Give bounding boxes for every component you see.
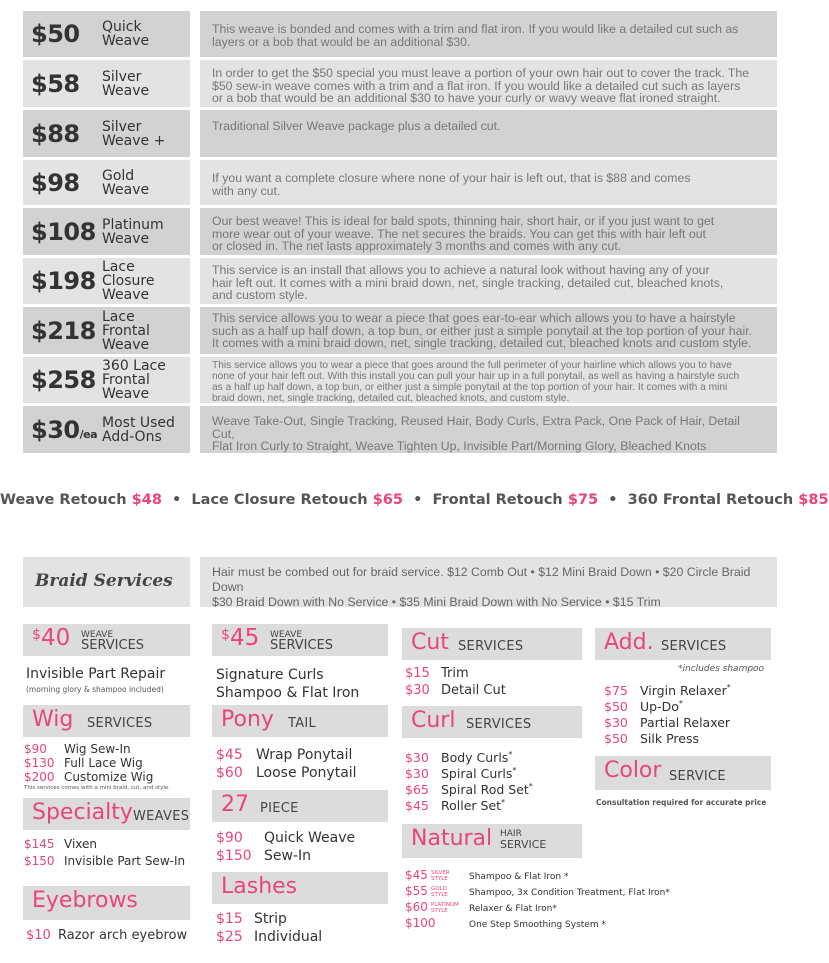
list-item: $45 Wrap Ponytail xyxy=(216,747,353,763)
weave-name: Silver Weave + xyxy=(102,118,166,149)
weave-row xyxy=(23,307,777,354)
list-item: $25 Individual xyxy=(216,929,323,945)
lashes-header: Lashes xyxy=(212,872,388,904)
weave-description: This weave is bonded and comes with a trim and flat iron. If you would like a detailed cut such as layers or a bob that would be an additional $30. xyxy=(212,22,739,49)
natural-hair-header: Natural HAIR SERVICE xyxy=(402,824,582,858)
list-item: $75 Virgin Relaxer* xyxy=(604,683,731,698)
list-item: $60 Loose Ponytail xyxy=(216,765,357,781)
weave-name: Silver Weave xyxy=(102,68,150,99)
specialty-weaves-header: Specialty WEAVES xyxy=(23,798,190,830)
list-item: $60 PLATINUM STYLE Relaxer & Flat Iron* xyxy=(405,900,557,914)
list-item: $30 Partial Relaxer xyxy=(604,715,731,730)
list-item: $90 Wig Sew-In xyxy=(24,742,131,756)
color-service-note: Consultation required for accurate price xyxy=(596,798,767,807)
weave-row xyxy=(23,11,777,57)
weave-name: 360 Lace Frontal Weave xyxy=(102,358,166,402)
weave-45-header: $ 45 WEAVE SERVICES xyxy=(212,624,388,656)
list-item: $130 Full Lace Wig xyxy=(24,756,143,770)
weave-price: $108 xyxy=(31,217,96,246)
pony-tail-header: Pony TAIL xyxy=(212,705,388,737)
braid-services-header xyxy=(23,557,190,607)
list-item: $145 Vixen xyxy=(24,837,97,851)
weave-row xyxy=(23,160,777,205)
weave-40-note: (morning glory & shampoo included) xyxy=(26,685,164,694)
list-item: $45 SILVER STYLE Shampoo & Flat Iron * xyxy=(405,868,569,882)
weave-name: Most Used Add-Ons xyxy=(102,414,175,445)
weave-price: $98 xyxy=(31,168,80,197)
list-item: $50 Silk Press xyxy=(604,731,699,746)
list-item: $15 Trim xyxy=(405,666,469,681)
braid-services-title: Braid Services xyxy=(35,571,173,591)
weave-description: Traditional Silver Weave package plus a detailed cut. xyxy=(212,119,501,133)
weave-price: $30/ea xyxy=(31,415,98,444)
weave-row xyxy=(23,406,777,453)
curl-services-header: Curl SERVICES xyxy=(402,706,582,738)
list-item: $30 Detail Cut xyxy=(405,683,506,698)
wig-note: This services comes with a mini braid, cut, and style. xyxy=(24,785,171,791)
weave-price: $58 xyxy=(31,69,80,98)
weave-name: Platinum Weave xyxy=(102,216,164,247)
weave-row xyxy=(23,357,777,403)
cut-services-header: Cut SERVICES xyxy=(402,628,582,660)
list-item: $150 Sew-In xyxy=(216,848,312,864)
color-service-header: Color SERVICE xyxy=(595,756,771,790)
list-item: $45 Roller Set* xyxy=(405,798,506,813)
weave-name: Gold Weave xyxy=(102,167,150,198)
weave-price: $258 xyxy=(31,366,96,394)
retouch-prices: Weave Retouch $48 • Lace Closure Retouch $65 • Frontal Retouch $75 • 360 Frontal Retouch $85 xyxy=(0,492,829,508)
list-item: $65 Spiral Rod Set* xyxy=(405,782,533,797)
weave-description: This service allows you to wear a piece that goes around the full perimeter of your hairline which allows you to have none of your hair left out. With this install you can pull your hair up in a full ponytail, as well as having a hairstyle such as a half up half down, a top bun, or either just a simple ponytail at the top portion of your hair. It comes with a mini braid down, net, single tracking, detailed cut, bleached knots, and custom style. xyxy=(212,360,740,404)
list-item: Shampoo & Flat Iron xyxy=(216,685,360,701)
list-item: Invisible Part Repair xyxy=(26,666,166,682)
eyebrows-header: Eyebrows xyxy=(23,886,190,920)
weave-row xyxy=(23,208,777,255)
weave-price: $50 xyxy=(31,20,80,48)
weave-name: Lace Closure Weave xyxy=(102,259,155,303)
weave-40-header: $ 40 WEAVE SERVICES xyxy=(23,624,190,656)
list-item: $150 Invisible Part Sew-In xyxy=(24,854,186,868)
list-item: $200 Customize Wig xyxy=(24,770,154,784)
list-item: $15 Strip xyxy=(216,911,287,927)
add-services-note: *includes shampoo xyxy=(678,664,765,674)
list-item: $90 Quick Weave xyxy=(216,830,356,846)
27-piece-header: 27 PIECE xyxy=(212,790,388,822)
weave-description: This service allows you to wear a piece that goes ear-to-ear which allows you to have a hairstyle such as a half up half down, a top bun, or either just a simple ponytail at the top portion of your hair. It comes with a mini braid down, net, single tracking, detailed cut, bleached knots and custom style. xyxy=(212,311,753,350)
weave-name: Lace Frontal Weave xyxy=(102,308,150,353)
weave-description: If you want a complete closure where none of your hair is left out, that is $88 and comes with any cut. xyxy=(212,171,691,198)
list-item: $55 GOLD STYLE Shampoo, 3x Condition Treatment, Flat Iron* xyxy=(405,884,670,898)
weave-price: $198 xyxy=(31,267,96,295)
list-item: $10 Razor arch eyebrow xyxy=(26,928,188,943)
weave-row xyxy=(23,258,777,304)
weave-description: Weave Take-Out, Single Tracking, Reused Hair, Body Curls, Extra Pack, One Pack of Hair, Detail Cut, Flat Iron Curly to Straight, Weave Tighten Up, Invisible Part/Morning Glory, Bleached Knots xyxy=(212,414,740,453)
list-item: Signature Curls xyxy=(216,667,324,683)
weave-description: In order to get the $50 special you must leave a portion of your own hair out to cover the track. The $50 sew-in weave comes with a trim and a flat iron. If you would like a detailed cut such as layers or a bob that would be an additional $30 to have your curly or wavy weave flat ironed straight. xyxy=(212,66,750,105)
weave-row xyxy=(23,110,777,157)
weave-price: $218 xyxy=(31,316,96,345)
weave-name: Quick Weave xyxy=(102,19,150,49)
list-item: $50 Up-Do* xyxy=(604,699,683,714)
add-services-header: Add. SERVICES xyxy=(595,628,771,660)
braid-services-prices: Hair must be combed out for braid service. $12 Comb Out • $12 Mini Braid Down • $20 Circle Braid Down $30 Braid Down with No Service • $35 Mini Braid Down with No Service • $15 Trim xyxy=(200,557,777,607)
weave-price: $88 xyxy=(31,119,80,148)
wig-services-header: Wig SERVICES xyxy=(23,705,190,737)
list-item: $100 One Step Smoothing System * xyxy=(405,916,606,930)
list-item: $30 Body Curls* xyxy=(405,750,513,765)
list-item: $30 Spiral Curls* xyxy=(405,766,517,781)
weave-row xyxy=(23,60,777,107)
weave-description: This service is an install that allows you to achieve a natural look without having any of your hair left out. It comes with a mini braid down, net, single tracking, detailed cut, bleached knots, and custom style. xyxy=(212,263,724,302)
weave-description: Our best weave! This is ideal for bald spots, thinning hair, short hair, or if you just want to get more wear out of your weave. The net secures the braids. You can get this with hair left out or closed in. The net lasts approximately 3 months and comes with any cut. xyxy=(212,214,715,253)
